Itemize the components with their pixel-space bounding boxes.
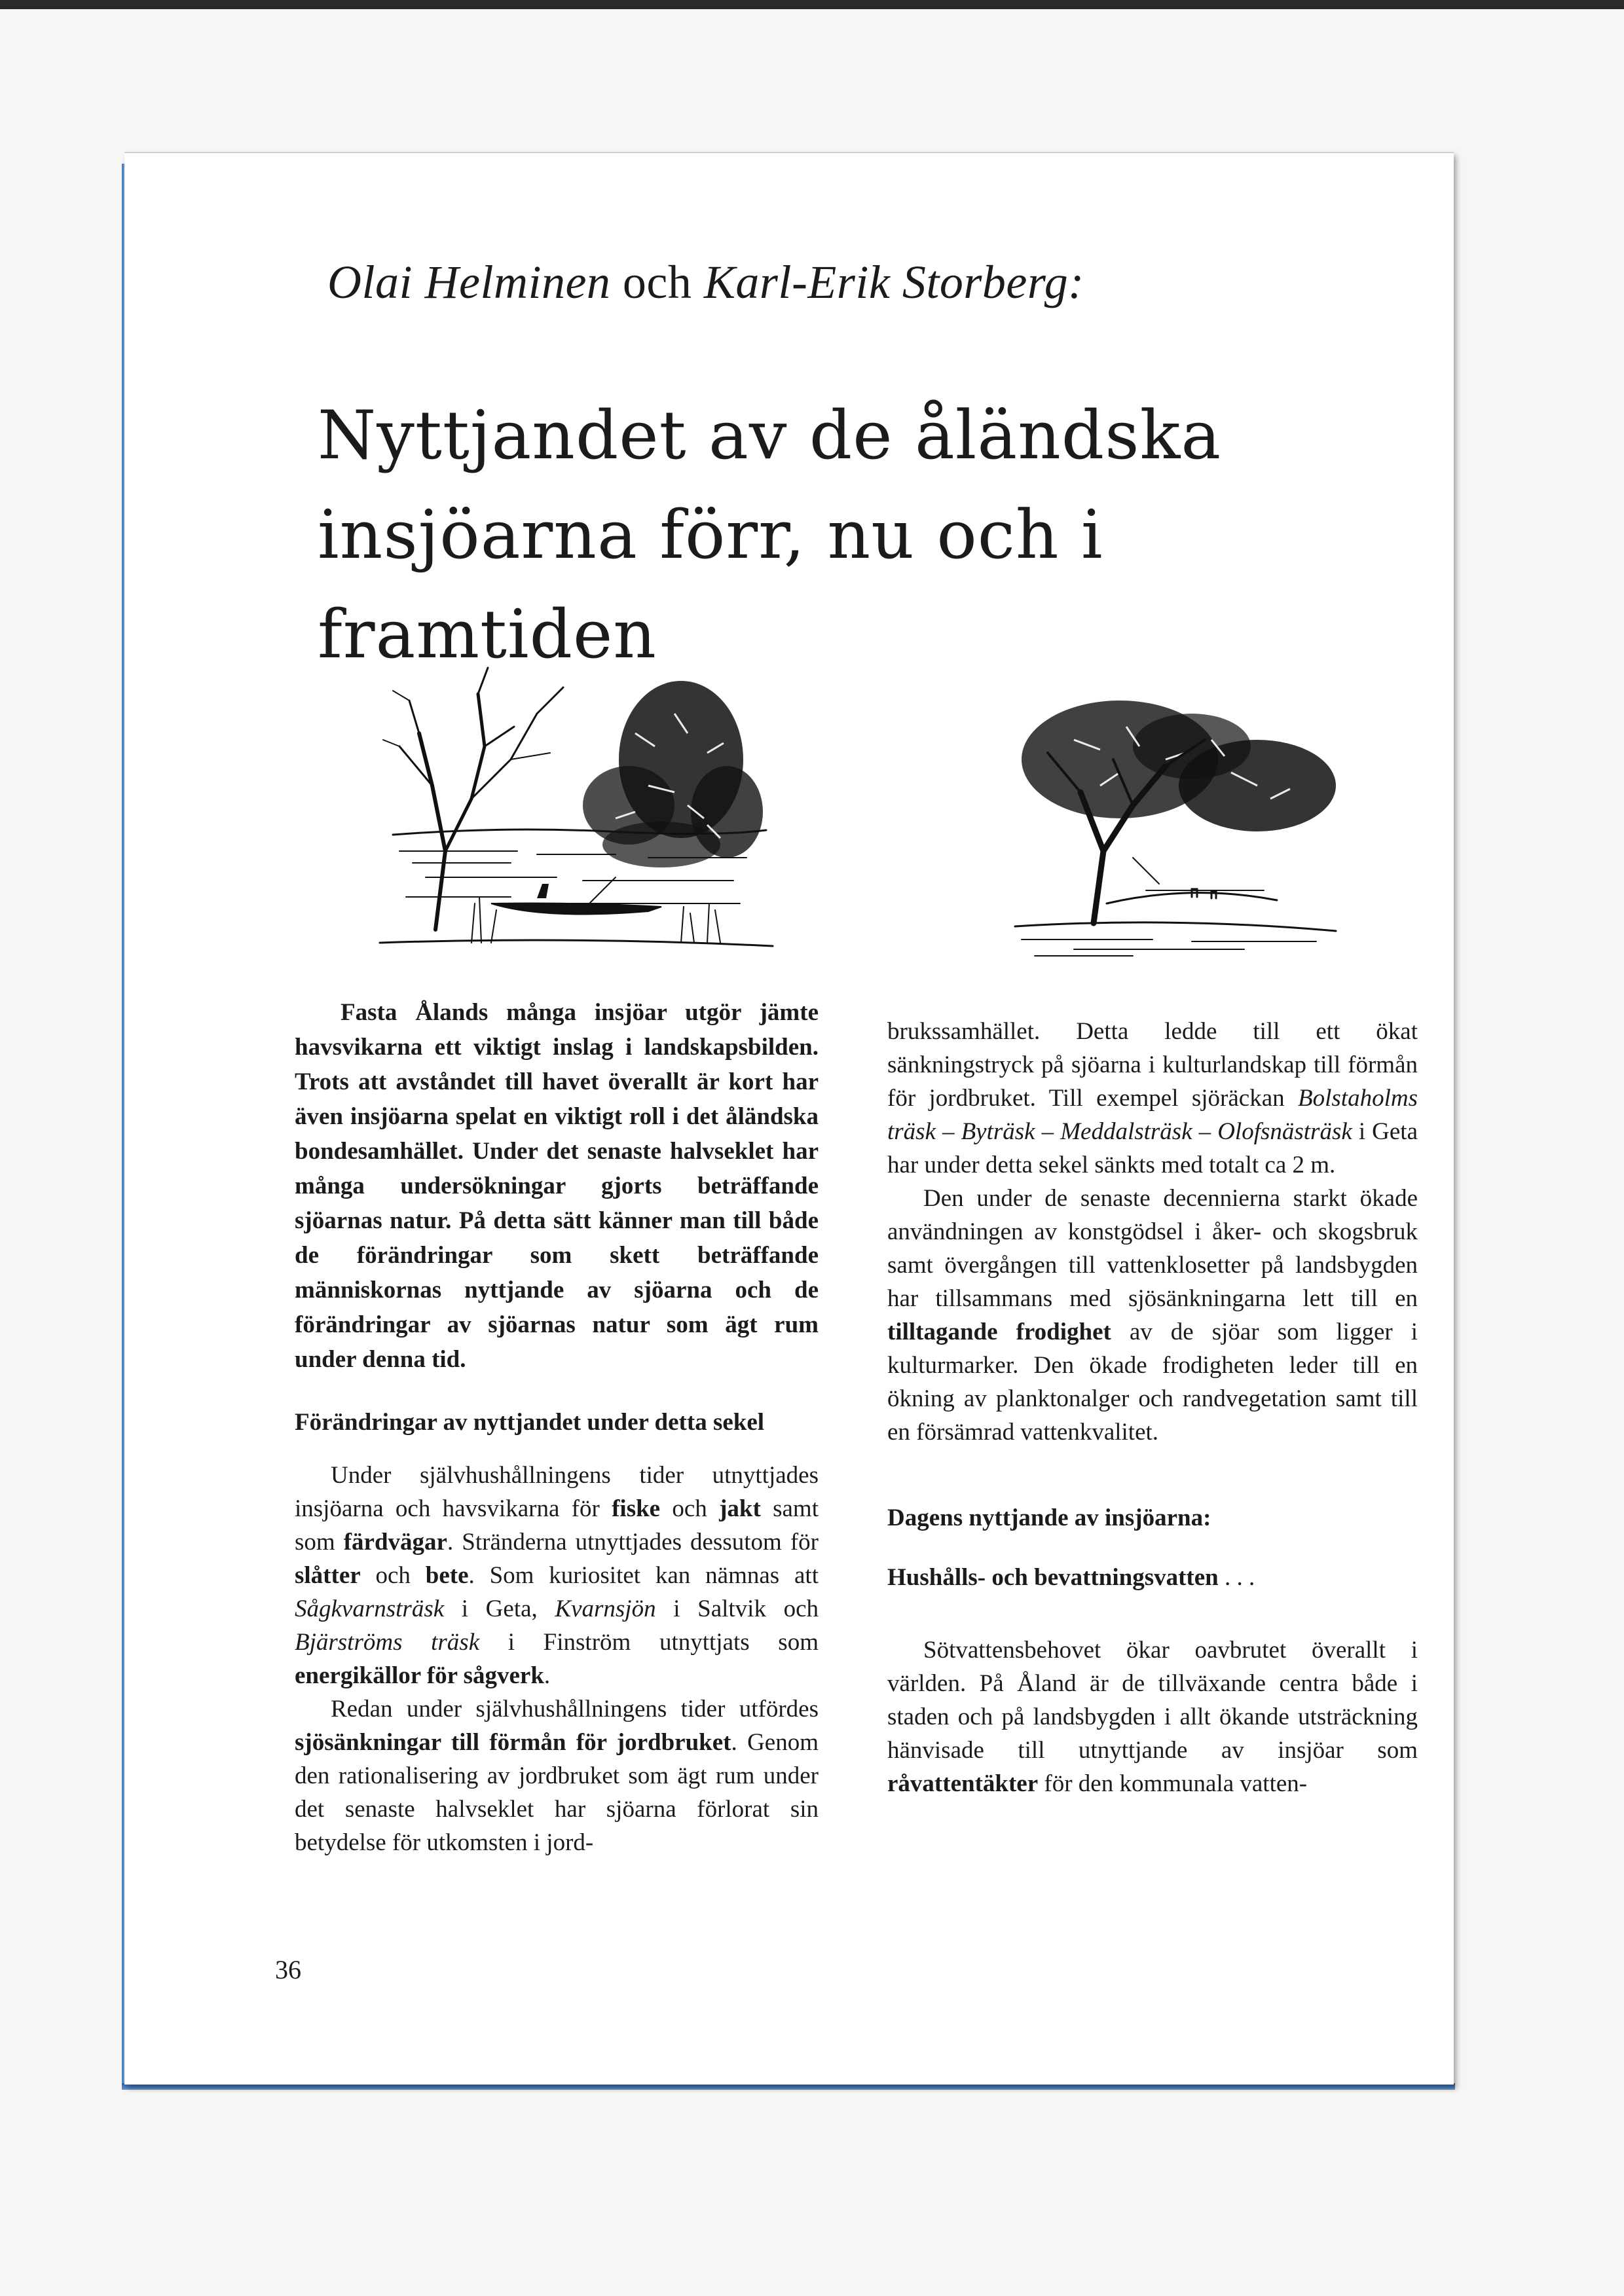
right-column [887,1015,1418,1800]
article-title [318,386,1431,685]
section-subheading: Hushålls- och bevattningsvatten . . . [887,1564,1255,1591]
lake-with-rowboat-drawing [373,655,779,956]
left-column [295,995,819,1859]
page-number: 36 [275,1955,301,1984]
title-line-2: insjöarna förr, nu och i framtiden [318,496,1103,674]
body-paragraph: Den under de senaste decennierna starkt ökade användningen av konstgödsel i åker- och skogsbruk samt övergången till vattenklosetter på landsbygden har tillsammans med sjösänkningarna lett till en tilltagande frodighet av de sjöar som ligger i kulturmarker. Den ökade frodigheten leder till en ökning av planktonalger och randvegetation samt till en försämrad vattenkvalitet. [887,1185,1418,1446]
section-heading: Förändringar av nyttjandet under detta sekel [295,1409,765,1436]
body-paragraph: Under självhushållningens tider utnyttjades insjöarna och havsvikarna för fiske och jakt samt som färdvägar. Stränderna utnyttjades dessutom för slåtter och bete. Som kuriositet kan nämnas att Sågkvarnsträsk i Geta, Kvarnsjön i Saltvik och Bjärströms träsk i Finström utnyttjats som energikällor för sågverk. [295,1462,819,1689]
body-paragraph: Redan under självhushållningens tider utfördes sjösänkningar till förmån för jordbruket. Genom den rationalisering av jordbruket som ägt rum under det senaste halvseklet har sjöarna förlorat sin betydelse för utkomsten i jord- [295,1696,819,1856]
author-1: Olai Helminen [327,256,611,308]
title-line-1: Nyttjandet av de åländska [318,397,1222,475]
lakeside-tree-drawing [995,687,1349,962]
section-heading: Dagens nyttjande av insjöarna: [887,1504,1211,1531]
lead-paragraph: Fasta Ålands många insjöar utgör jämte havsvikarna ett viktigt inslag i landskapsbilden. Trots att avståndet till havet överallt är kort har även insjöarna spelat en viktigt roll i det åländska bondesamhället. Under det senaste halvseklet har många undersökningar gjorts beträffande sjöarnas natur. På detta sätt känner man till både de förändringar som skett beträffande människornas nyttjande av sjöarna och de förändringar av sjöarnas natur som ägt rum under denna tid. [295,999,819,1373]
author-conjunction: och [622,256,692,308]
scan-border [0,0,1624,9]
body-paragraph: brukssamhället. Detta ledde till ett ökat sänkningstryck på sjöarna i kulturlandskap till förmån för jordbruket. Till exempel sjöräckan Bolstaholms träsk – Byträsk – Meddalsträsk – Olofsnästräsk i Geta har under detta sekel sänkts med totalt ca 2 m. [887,1018,1418,1178]
body-paragraph: Sötvattensbehovet ökar oavbrutet överallt i världen. På Åland är de tillväxande centra både i staden och på landsbygden i allt ökande utsträckning hänvisade till utnyttjande av insjöar som råvattentäkter för den kommunala vatten- [887,1637,1418,1797]
author-line [327,255,1084,310]
author-2: Karl-Erik Storberg: [703,256,1084,308]
